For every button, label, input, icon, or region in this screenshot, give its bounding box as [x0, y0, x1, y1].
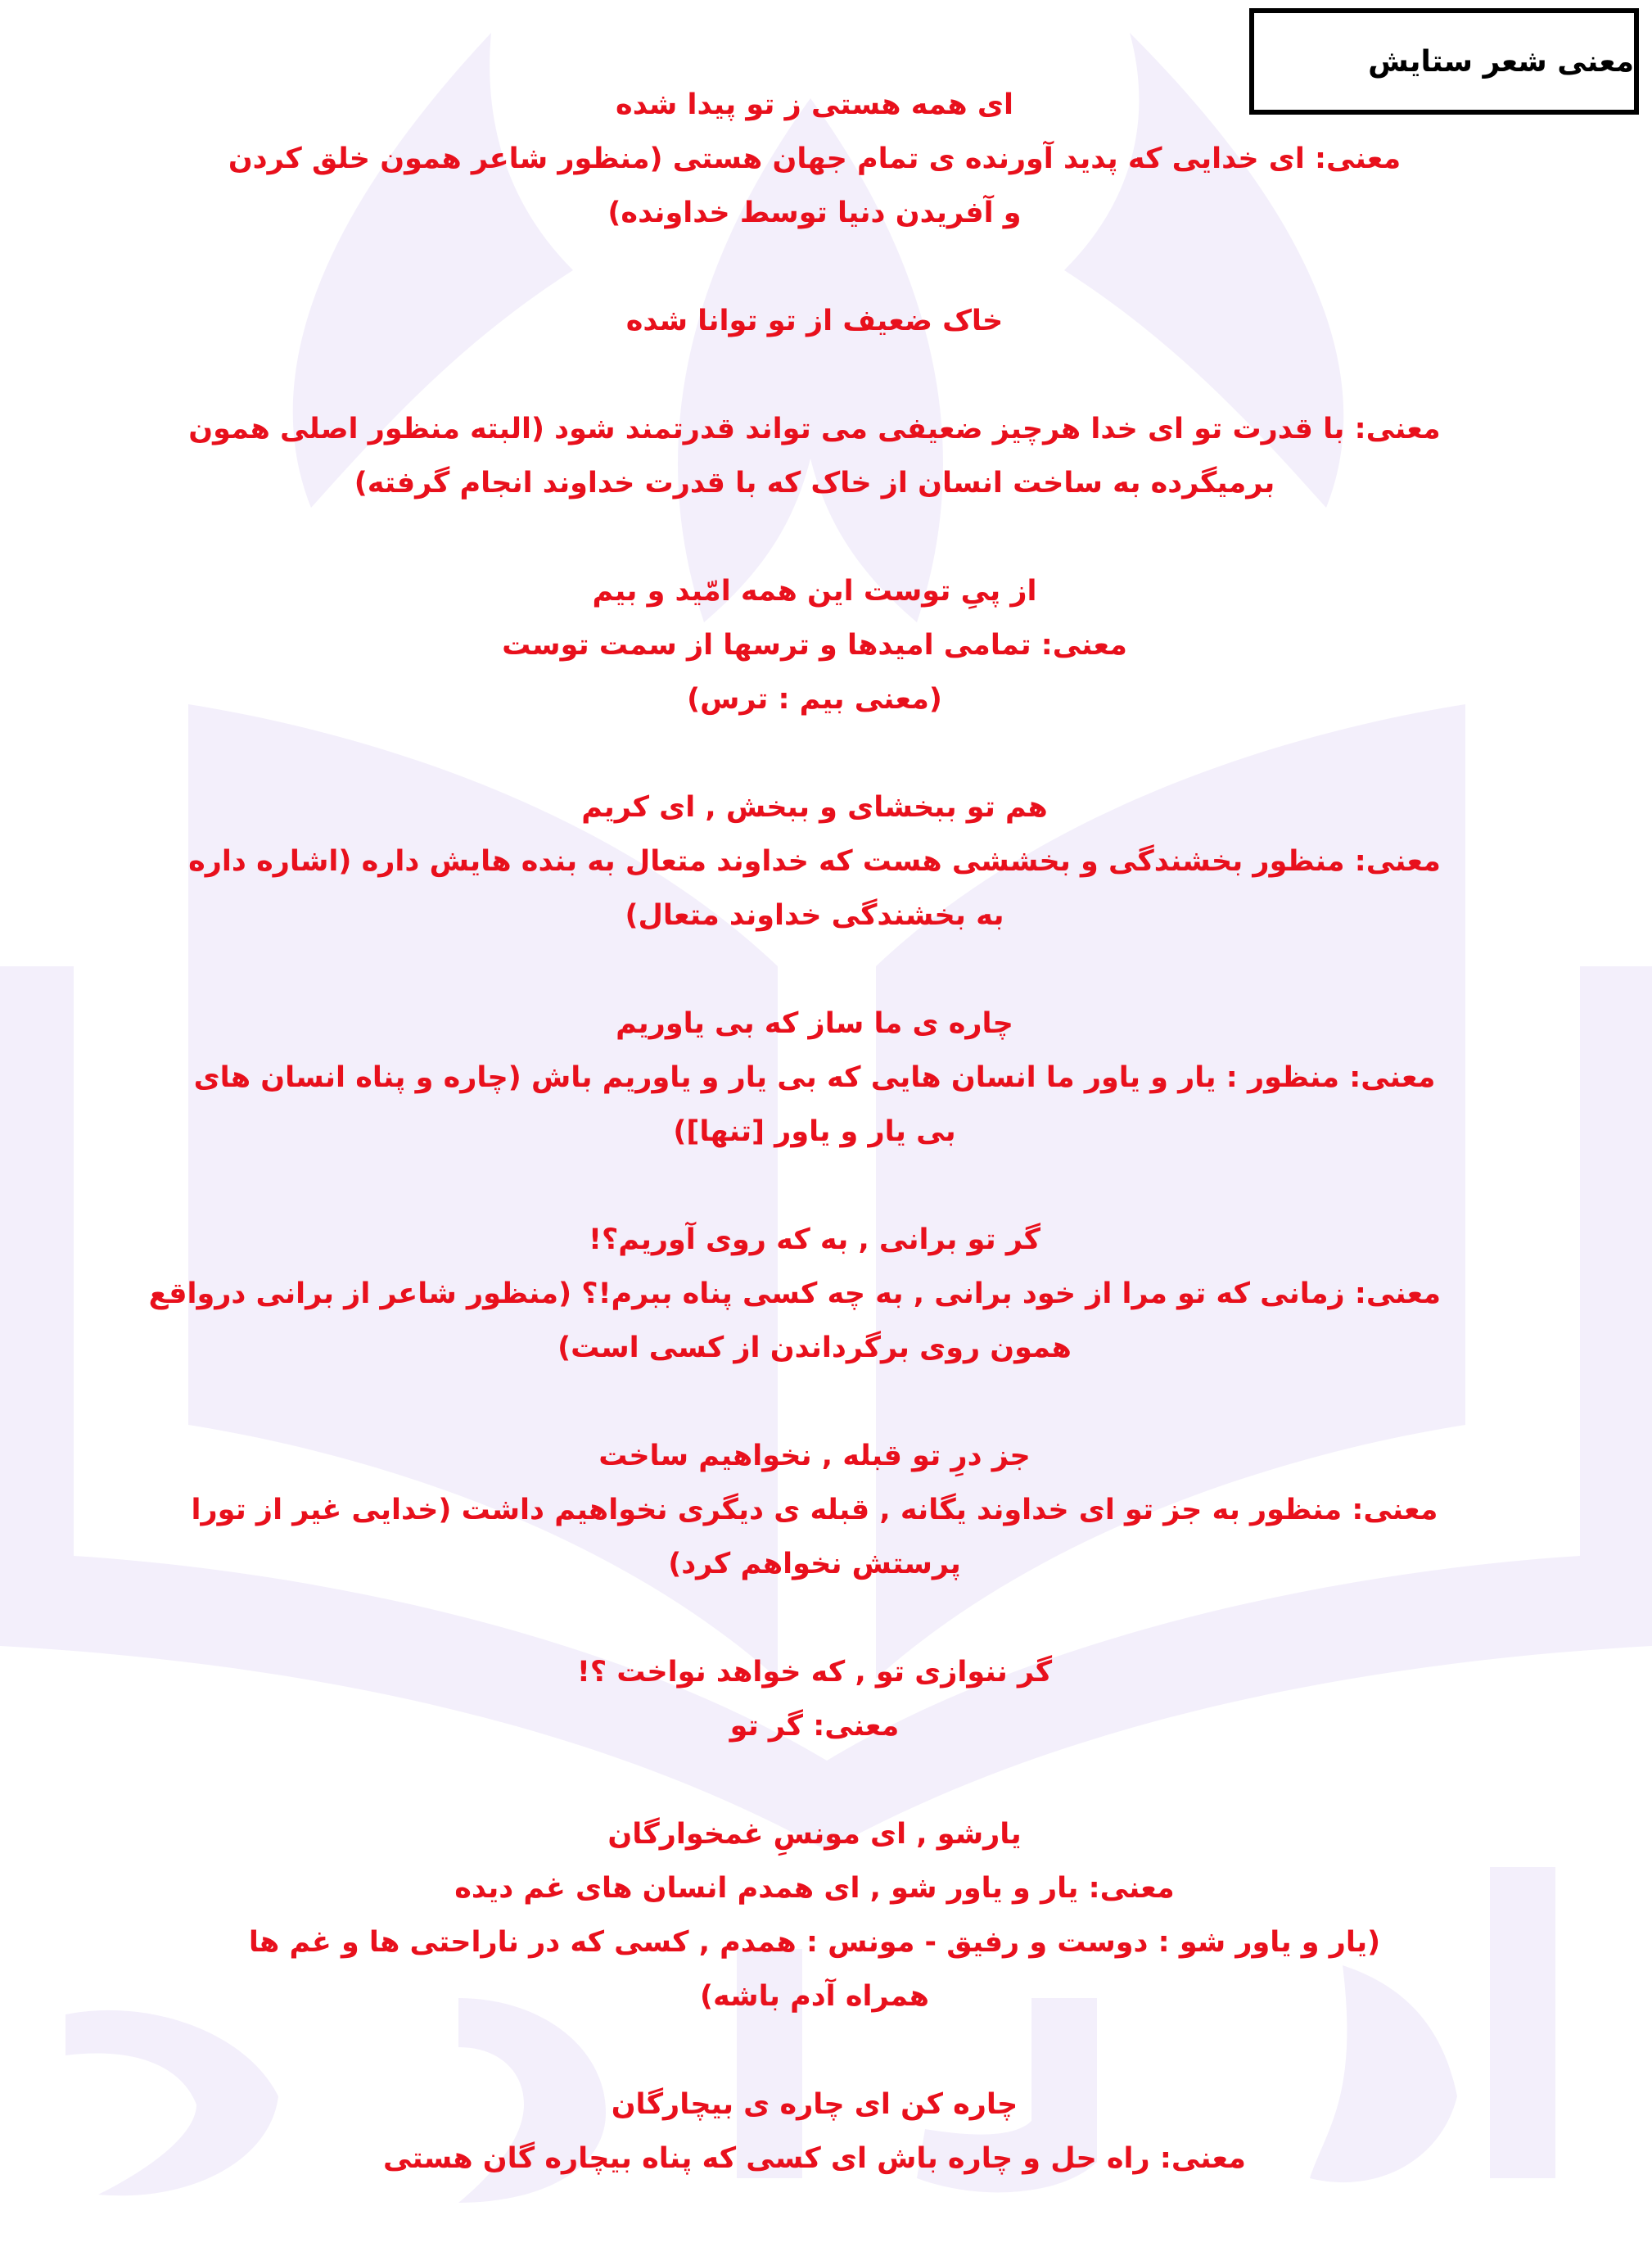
verse-line: جز درِ تو قبله , نخواهیم ساخت	[598, 1440, 1031, 1472]
spacer	[188, 2023, 1441, 2077]
verse-line: یارشو , ای مونسِ غمخوارگان	[607, 1818, 1022, 1851]
meaning-line: (معنی بیم : ترس)	[687, 683, 942, 716]
watermark-letter-1	[1490, 1867, 1555, 2178]
spacer	[188, 1591, 1441, 1645]
meaning-line: به بخشندگی خداوند متعال)	[625, 899, 1004, 932]
meaning-line: معنی: با قدرت تو ای خدا هرچیز ضعیفی می تواند قدرتمند شود (البته منظور اصلی همون	[188, 413, 1441, 445]
meaning-line: معنی: منظور بخشندگی و بخششی هست که خداوند متعال به بنده هایش داره (اشاره داره	[188, 845, 1441, 878]
meaning-line: بی یار و یاور [تنها])	[673, 1115, 956, 1148]
spacer	[188, 510, 1441, 564]
verse-line: چاره کن ای چاره ی بیچارگان	[611, 2088, 1018, 2121]
verse-line: چاره ی ما ساز که بی یاوریم	[616, 1007, 1013, 1040]
meaning-line: همراه آدم باشه)	[699, 1980, 930, 2013]
verse-line: از پیِ توست این همه امّید و بیم	[592, 575, 1037, 608]
verse-line: ای همه هستی ز تو پیدا شده	[616, 88, 1013, 121]
spacer	[188, 1375, 1441, 1429]
spacer	[188, 1753, 1441, 1807]
meaning-line: معنی: ای خدایی که پدید آورنده ی تمام جهان هستی (منظور شاعر همون خلق کردن	[228, 142, 1401, 175]
page-title: معنی شعر ستایش	[1368, 44, 1634, 79]
spacer	[188, 726, 1441, 780]
title-box	[1249, 8, 1639, 115]
meaning-line: و آفریدن دنیا توسط خداونده)	[607, 197, 1022, 229]
verse-line: هم تو ببخشای و ببخش , ای کریم	[581, 791, 1048, 824]
spacer	[188, 1159, 1441, 1213]
meaning-line	[188, 348, 1441, 402]
meaning-line: معنی: منظور : یار و یاور ما انسان هایی که بی یار و یاوریم باش (چاره و پناه انسان های	[193, 1061, 1436, 1094]
spacer	[188, 240, 1441, 294]
meaning-line: معنی: منظور به جز تو ای خداوند یگانه , قبله ی دیگری نخواهیم داشت (خدایی غیر از تورا	[191, 1494, 1438, 1526]
meaning-line: برمیگرده به ساخت انسان از خاک که با قدرت خداوند انجام گرفته)	[354, 467, 1275, 500]
poem-content	[148, 78, 1441, 2186]
meaning-line: معنی: تمامی امیدها و ترسها از سمت توست	[502, 629, 1127, 662]
verse-line: گر تو برانی , به که روی آوریم؟!	[589, 1223, 1040, 1256]
meaning-line: (یار و یاور شو : دوست و رفیق - مونس : همدم , کسی که در ناراحتی ها و غم ها	[248, 1926, 1381, 1959]
meaning-line: معنی: یار و یاور شو , ای همدم انسان های غم دیده	[454, 1872, 1175, 1905]
meaning-line: معنی: راه حل و چاره باش ای کسی که پناه بیچاره گان هستی	[383, 2142, 1246, 2175]
meaning-line: همون روی برگرداندن از کسی است)	[557, 1331, 1072, 1364]
meaning-line: پرستش نخواهم کرد)	[668, 1548, 961, 1580]
meaning-line: معنی: گر تو	[729, 1710, 900, 1743]
verse-line: گر ننوازی تو , که خواهد نواخت ؟!	[576, 1656, 1053, 1689]
verse-line: خاک ضعیف از تو توانا شده	[625, 305, 1004, 337]
spacer	[188, 943, 1441, 997]
meaning-line: معنی: زمانی که تو مرا از خود برانی , به چه کسی پناه ببرم!؟ (منظور شاعر از برانی درواقع	[148, 1277, 1441, 1310]
